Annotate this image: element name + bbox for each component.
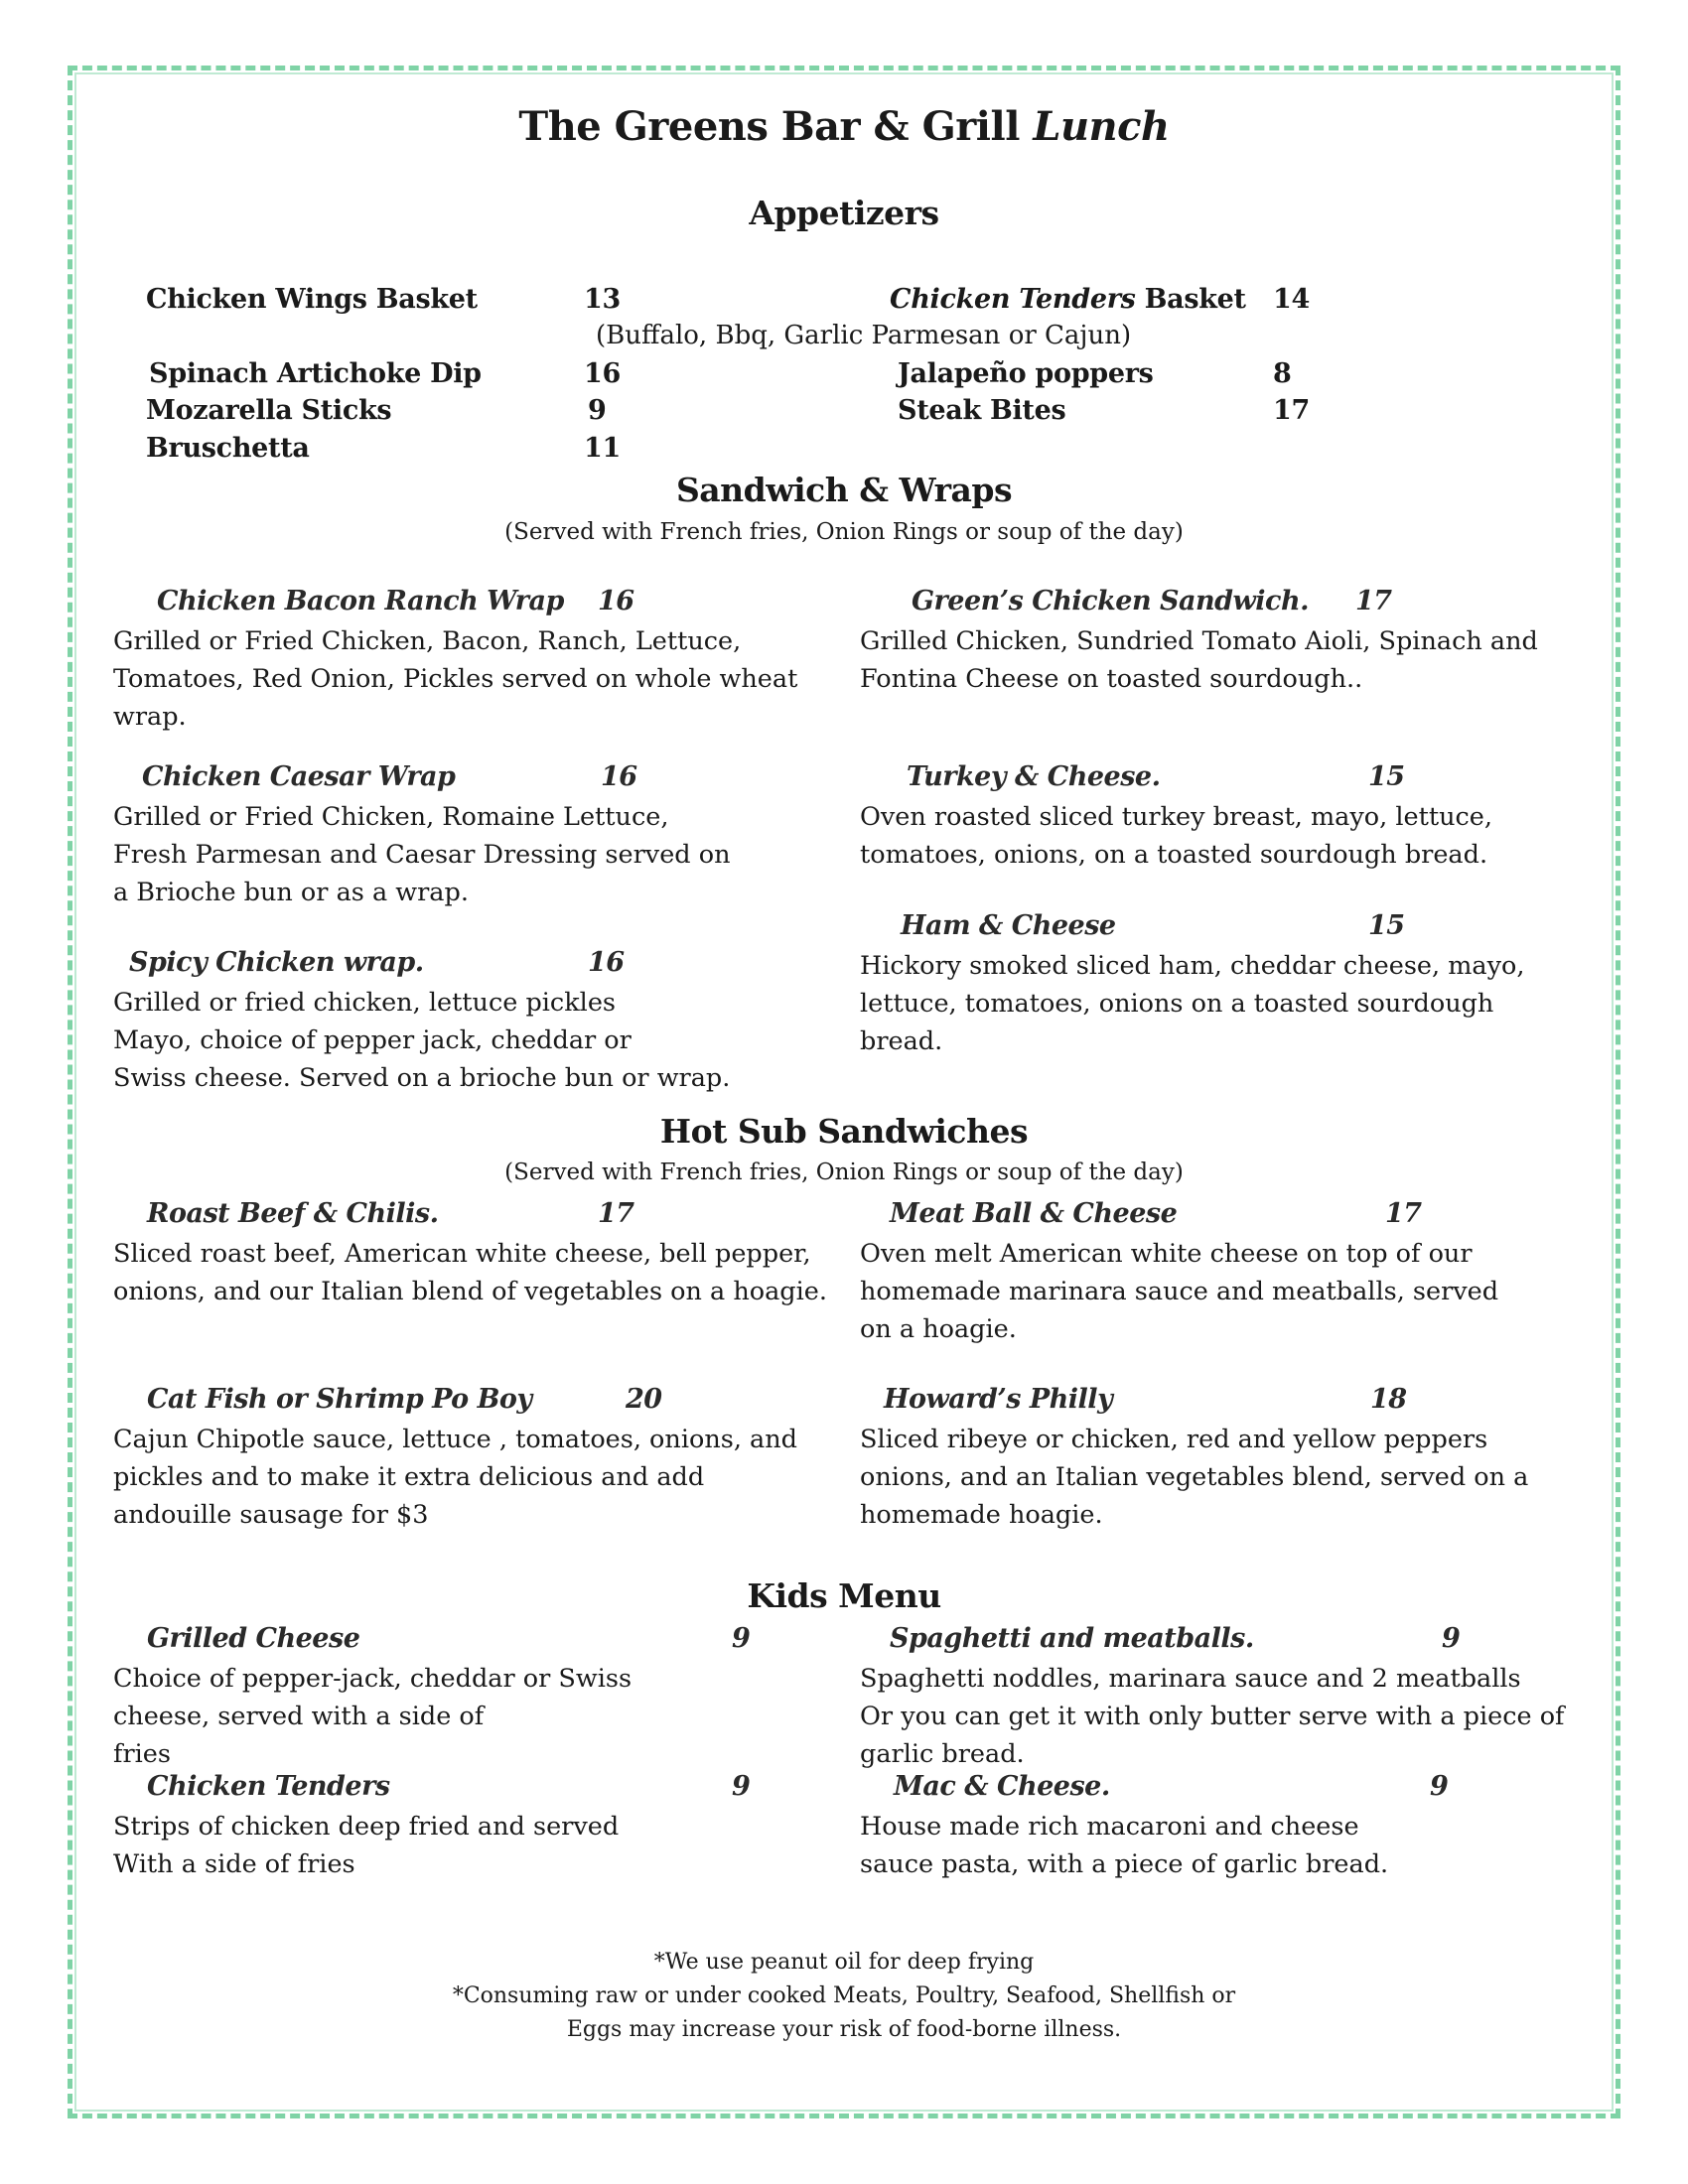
wings-price: 13: [584, 284, 621, 315]
item-price: 16: [601, 761, 637, 792]
mozzarella-name: Mozarella Sticks: [146, 395, 392, 426]
mozzarella-price: 9: [588, 395, 607, 426]
menu-title: The Greens Bar & Grill Lunch: [518, 103, 1170, 150]
appetizers-heading: Appetizers: [749, 194, 939, 232]
item-name: Chicken Bacon Ranch Wrap: [157, 586, 564, 616]
jalapeno-name: Jalapeño poppers: [898, 358, 1154, 389]
item-price: 20: [626, 1384, 662, 1415]
item-price: 9: [732, 1623, 751, 1654]
item-description: Grilled or Fried Chicken, Bacon, Ranch, Lettuce, Tomatoes, Red Onion, Pickles served on whole wheat wrap.: [113, 626, 798, 732]
item-name: Turkey & Cheese.: [907, 761, 1161, 792]
item-price: 17: [1385, 1198, 1422, 1229]
item-price: 15: [1368, 761, 1405, 792]
item-description: Hickory smoked sliced ham, cheddar cheese, mayo, lettuce, tomatoes, onions on a toasted sourdough bread.: [860, 951, 1525, 1056]
item-price: 9: [1442, 1623, 1461, 1654]
item-price: 18: [1370, 1384, 1407, 1415]
hot-subs-heading: Hot Sub Sandwiches: [659, 1112, 1029, 1151]
sandwiches-served-with: (Served with French fries, Onion Rings or soup of the day): [504, 519, 1184, 545]
item-price: 9: [1430, 1771, 1449, 1802]
item-price: 15: [1368, 910, 1405, 941]
item-description: Grilled Chicken, Sundried Tomato Aioli, Spinach and Fontina Cheese on toasted sourdough..: [860, 626, 1538, 694]
item-description: Grilled or Fried Chicken, Romaine Lettuce, Fresh Parmesan and Caesar Dressing served on a Brioche bun or as a wrap.: [113, 802, 731, 907]
item-description: Sliced roast beef, American white cheese, bell pepper, onions, and our Italian blend of vegetables on a hoagie.: [113, 1239, 827, 1306]
bruschetta-price: 11: [584, 433, 621, 464]
item-name: Spaghetti and meatballs.: [890, 1623, 1254, 1654]
jalapeno-price: 8: [1273, 358, 1292, 389]
item-price: 17: [1355, 586, 1392, 616]
item-name: Mac & Cheese.: [894, 1771, 1110, 1802]
item-price: 9: [732, 1771, 751, 1802]
item-description: House made rich macaroni and cheese sauce pasta, with a piece of garlic bread.: [860, 1812, 1389, 1879]
item-price: 16: [588, 947, 625, 978]
hot-subs-served-with: (Served with French fries, Onion Rings or soup of the day): [504, 1160, 1184, 1185]
tenders-basket-price: 14: [1273, 284, 1310, 315]
item-name: Cat Fish or Shrimp Po Boy: [147, 1384, 532, 1415]
item-name: Meat Ball & Cheese: [890, 1198, 1178, 1229]
item-name: Roast Beef & Chilis.: [147, 1198, 439, 1229]
wing-sauces: (Buffalo, Bbq, Garlic Parmesan or Cajun): [596, 321, 1132, 350]
item-name: Ham & Cheese: [901, 910, 1116, 941]
item-name: Howard’s Philly: [884, 1384, 1113, 1415]
item-name: Chicken Tenders: [147, 1771, 390, 1802]
steak-bites-name: Steak Bites: [898, 395, 1066, 426]
item-description: Strips of chicken deep fried and served With a side of fries: [113, 1812, 620, 1879]
steak-bites-price: 17: [1273, 395, 1310, 426]
item-description: Choice of pepper-jack, cheddar or Swiss cheese, served with a side of fries: [113, 1664, 633, 1769]
bruschetta-name: Bruschetta: [146, 433, 310, 464]
item-price: 16: [598, 586, 634, 616]
item-description: Spaghetti noddles, marinara sauce and 2 meatballs Or you can get it with only butter serve with a piece of garlic bread.: [860, 1664, 1565, 1769]
item-description: Oven roasted sliced turkey breast, mayo, lettuce, tomatoes, onions, on a toasted sourdough bread.: [860, 802, 1492, 870]
kids-heading: Kids Menu: [747, 1576, 941, 1615]
wings-name: Chicken Wings Basket: [146, 284, 478, 315]
item-description: Grilled or fried chicken, lettuce pickles Mayo, choice of pepper jack, cheddar or Swiss cheese. Served on a brioche bun or wrap.: [113, 988, 731, 1093]
item-name: Spicy Chicken wrap.: [129, 947, 424, 978]
item-name: Grilled Cheese: [147, 1623, 360, 1654]
allergy-note: *We use peanut oil for deep frying *Consuming raw or under cooked Meats, Poultry, Seafood, Shellfish or Eggs may increase your risk of food-borne illness.: [452, 1950, 1236, 2042]
item-description: Oven melt American white cheese on top of our homemade marinara sauce and meatballs, served on a hoagie.: [860, 1239, 1499, 1344]
item-name: Chicken Caesar Wrap: [142, 761, 456, 792]
tenders-basket-name: Chicken Tenders Basket: [890, 284, 1246, 315]
item-name: Green’s Chicken Sandwich.: [912, 586, 1309, 616]
item-price: 17: [598, 1198, 634, 1229]
spinach-dip-price: 16: [584, 358, 621, 389]
sandwiches-heading: Sandwich & Wraps: [675, 471, 1013, 509]
spinach-dip-name: Spinach Artichoke Dip: [149, 358, 482, 389]
item-description: Cajun Chipotle sauce, lettuce , tomatoes, onions, and pickles and to make it extra delicious and add andouille sausage for $3: [113, 1425, 798, 1530]
item-description: Sliced ribeye or chicken, red and yellow peppers onions, and an Italian vegetables blend, served on a homemade hoagie.: [860, 1425, 1529, 1530]
